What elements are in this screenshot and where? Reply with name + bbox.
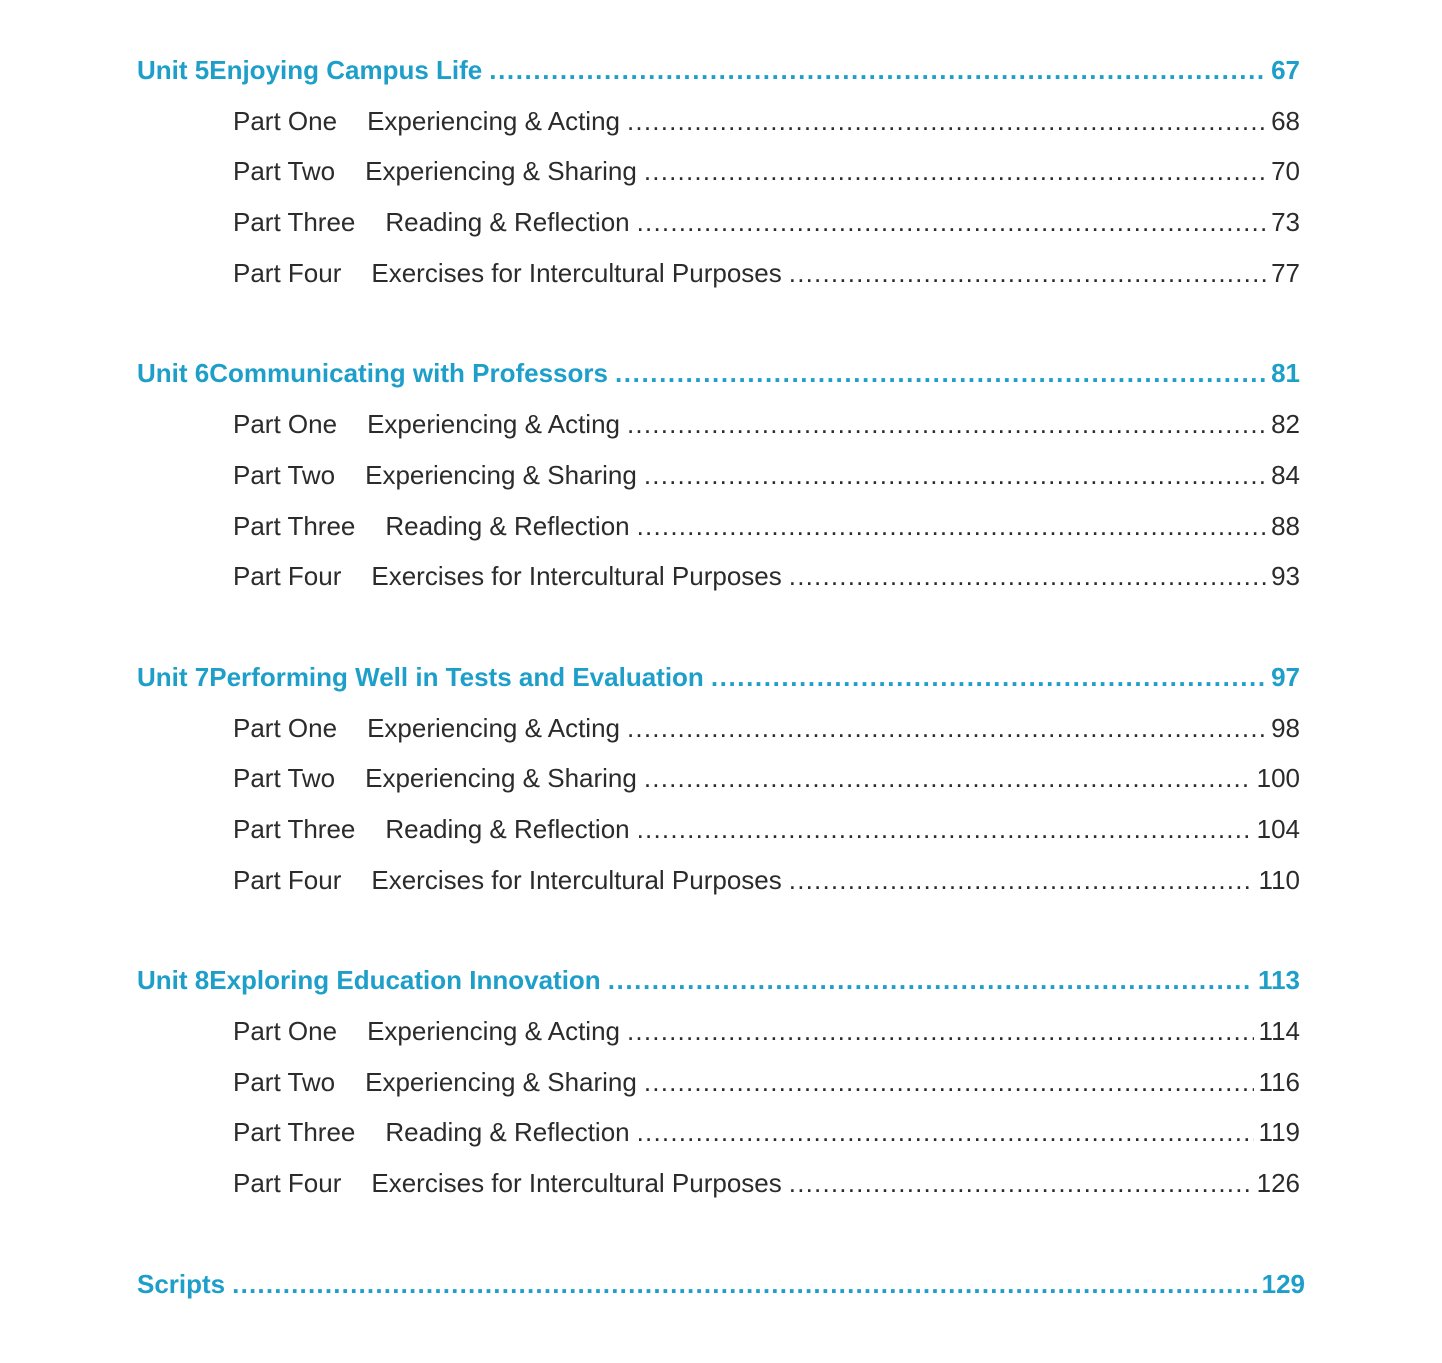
dot-leader [789, 1158, 1252, 1209]
part-row[interactable] [137, 804, 1300, 855]
part-number: Part Two [233, 763, 336, 794]
part-number: Part Two [233, 1066, 336, 1097]
part-page-number: 77 [1271, 257, 1300, 288]
part-number: Part One [233, 1016, 338, 1046]
part-title: Experiencing & Acting [367, 712, 620, 743]
part-title: Exercises for Intercultural Purposes [371, 864, 782, 895]
part-page-number: 73 [1271, 207, 1300, 238]
part-number: Part One [233, 712, 338, 743]
part-number: Part Three [233, 813, 356, 844]
part-title: Experiencing & Sharing [365, 459, 637, 490]
dot-leader [627, 703, 1266, 754]
part-row[interactable] [137, 1006, 1300, 1057]
part-title: Reading & Reflection [385, 207, 630, 238]
part-title: Experiencing & Acting [367, 1016, 620, 1046]
part-title: Experiencing & Acting [367, 105, 620, 136]
unit-block [137, 955, 1300, 1208]
scripts-row[interactable] [137, 1259, 1305, 1310]
part-number: Part Four [233, 257, 342, 288]
part-number: Part One [233, 409, 338, 440]
part-row[interactable] [137, 551, 1300, 602]
part-row[interactable] [137, 501, 1300, 552]
part-title: Reading & Reflection [385, 1117, 630, 1148]
unit-block [137, 45, 1300, 298]
dot-leader [789, 855, 1254, 906]
dot-leader [608, 955, 1253, 1006]
part-page-number: 116 [1258, 1066, 1300, 1097]
part-row[interactable] [137, 146, 1300, 197]
part-row[interactable] [137, 855, 1300, 906]
part-title: Experiencing & Sharing [365, 1066, 637, 1097]
dot-leader [644, 1057, 1254, 1108]
part-number: Part Four [233, 1168, 342, 1199]
part-page-number: 126 [1256, 1168, 1300, 1199]
part-page-number: 98 [1271, 712, 1300, 743]
part-number: Part Three [233, 510, 356, 541]
dot-leader [627, 96, 1266, 147]
part-row[interactable] [137, 1057, 1300, 1108]
unit-heading-row[interactable] [137, 45, 1300, 96]
unit-heading-row[interactable] [137, 955, 1300, 1006]
part-number: Part Two [233, 459, 336, 490]
unit-number: Unit 6 [137, 358, 210, 389]
unit-page-number: 81 [1271, 358, 1300, 389]
dot-leader [711, 652, 1266, 703]
unit-number: Unit 8 [137, 965, 210, 996]
dot-leader [627, 399, 1266, 450]
dot-leader [644, 450, 1266, 501]
part-row[interactable] [137, 96, 1300, 147]
scripts-page-number: 129 [1261, 1268, 1305, 1299]
dot-leader [232, 1259, 1256, 1310]
unit-heading-row[interactable] [137, 348, 1300, 399]
part-row[interactable] [137, 753, 1300, 804]
dot-leader [644, 753, 1252, 804]
part-title: Experiencing & Sharing [365, 156, 637, 187]
part-page-number: 119 [1258, 1117, 1300, 1148]
part-page-number: 82 [1271, 409, 1300, 440]
part-row[interactable] [137, 450, 1300, 501]
dot-leader [489, 45, 1266, 96]
dot-leader [644, 146, 1266, 197]
part-title: Exercises for Intercultural Purposes [371, 561, 782, 592]
part-row[interactable] [137, 399, 1300, 450]
dot-leader [637, 501, 1266, 552]
scripts-title: Scripts [137, 1268, 226, 1299]
part-page-number: 84 [1271, 459, 1300, 490]
unit-heading-row[interactable] [137, 652, 1300, 703]
part-title: Reading & Reflection [385, 813, 630, 844]
dot-leader [637, 804, 1252, 855]
part-page-number: 70 [1271, 156, 1300, 187]
unit-block [137, 348, 1300, 601]
unit-block [137, 652, 1300, 905]
part-page-number: 68 [1271, 105, 1300, 136]
part-page-number: 114 [1258, 1016, 1300, 1046]
unit-title: Enjoying Campus Life [209, 55, 483, 85]
part-number: Part Three [233, 207, 356, 238]
part-page-number: 110 [1258, 864, 1300, 895]
dot-leader [789, 248, 1266, 299]
part-title: Exercises for Intercultural Purposes [371, 1168, 782, 1199]
unit-page-number: 113 [1258, 965, 1300, 996]
unit-title: Communicating with Professors [209, 358, 608, 389]
unit-page-number: 97 [1271, 661, 1300, 692]
dot-leader [637, 197, 1266, 248]
dot-leader [789, 551, 1266, 602]
part-number: Part Three [233, 1117, 356, 1148]
dot-leader [627, 1006, 1254, 1057]
unit-title: Exploring Education Innovation [209, 965, 601, 996]
part-page-number: 100 [1256, 763, 1300, 794]
part-number: Part One [233, 105, 338, 136]
unit-page-number: 67 [1271, 55, 1300, 85]
part-number: Part Two [233, 156, 336, 187]
part-page-number: 88 [1271, 510, 1300, 541]
part-page-number: 104 [1256, 813, 1300, 844]
part-row[interactable] [137, 703, 1300, 754]
dot-leader [637, 1107, 1254, 1158]
unit-number: Unit 5 [137, 55, 210, 85]
dot-leader [615, 348, 1266, 399]
part-row[interactable] [137, 197, 1300, 248]
unit-number: Unit 7 [137, 661, 210, 692]
part-title: Experiencing & Sharing [365, 763, 637, 794]
part-number: Part Four [233, 561, 342, 592]
part-row[interactable] [137, 1158, 1300, 1209]
part-row[interactable] [137, 248, 1300, 299]
unit-title: Performing Well in Tests and Evaluation [209, 661, 704, 692]
part-page-number: 93 [1271, 561, 1300, 592]
part-title: Experiencing & Acting [367, 409, 620, 440]
table-of-contents [137, 45, 1305, 1309]
part-number: Part Four [233, 864, 342, 895]
part-row[interactable] [137, 1107, 1300, 1158]
part-title: Reading & Reflection [385, 510, 630, 541]
part-title: Exercises for Intercultural Purposes [371, 257, 782, 288]
